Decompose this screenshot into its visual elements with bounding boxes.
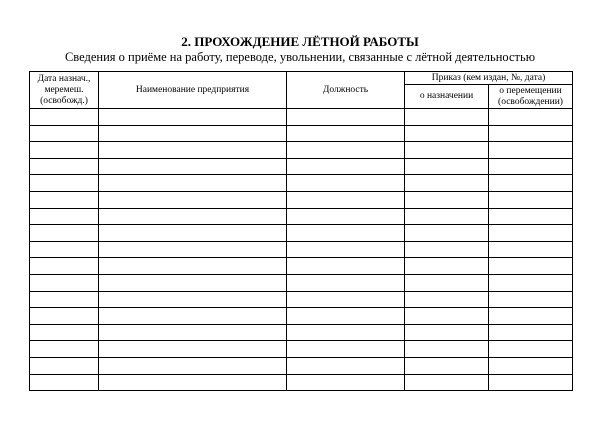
table-cell[interactable]: [99, 191, 287, 208]
table-cell[interactable]: [30, 324, 99, 341]
table-cell[interactable]: [30, 175, 99, 192]
table-cell[interactable]: [405, 125, 489, 142]
table-cell[interactable]: [489, 357, 573, 374]
table-cell[interactable]: [489, 374, 573, 391]
table-row: [30, 324, 573, 341]
table-cell[interactable]: [405, 208, 489, 225]
table-cell[interactable]: [405, 258, 489, 275]
table-cell[interactable]: [405, 374, 489, 391]
table-row: [30, 208, 573, 225]
table-cell[interactable]: [99, 357, 287, 374]
table-cell[interactable]: [30, 142, 99, 159]
table-cell[interactable]: [287, 191, 405, 208]
table-cell[interactable]: [99, 324, 287, 341]
table-cell[interactable]: [489, 175, 573, 192]
table-cell[interactable]: [405, 308, 489, 325]
table-cell[interactable]: [30, 225, 99, 242]
table-cell[interactable]: [287, 357, 405, 374]
table-row: [30, 258, 573, 275]
table-cell[interactable]: [30, 341, 99, 358]
table-row: [30, 225, 573, 242]
table-cell[interactable]: [405, 175, 489, 192]
table-cell[interactable]: [405, 109, 489, 126]
table-cell[interactable]: [489, 225, 573, 242]
table-cell[interactable]: [287, 274, 405, 291]
table-row: [30, 158, 573, 175]
table-cell[interactable]: [287, 158, 405, 175]
table-cell[interactable]: [405, 241, 489, 258]
table-cell[interactable]: [405, 191, 489, 208]
table-row: [30, 241, 573, 258]
table-cell[interactable]: [287, 308, 405, 325]
table-body: [30, 109, 573, 391]
table-cell[interactable]: [30, 191, 99, 208]
table-cell[interactable]: [405, 324, 489, 341]
table-cell[interactable]: [489, 109, 573, 126]
table-cell[interactable]: [30, 291, 99, 308]
page-subtitle: Сведения о приёме на работу, переводе, увольнении, связанные с лётной деятельностью: [64, 50, 536, 64]
table-cell[interactable]: [30, 125, 99, 142]
column-header-date: Дата назнач., меремеш. (освобожд.): [30, 72, 99, 109]
table-cell[interactable]: [405, 274, 489, 291]
table-cell[interactable]: [30, 208, 99, 225]
table-row: [30, 142, 573, 159]
table-cell[interactable]: [99, 175, 287, 192]
table-cell[interactable]: [405, 291, 489, 308]
table-cell[interactable]: [99, 225, 287, 242]
table-cell[interactable]: [489, 291, 573, 308]
table-cell[interactable]: [405, 158, 489, 175]
table-cell[interactable]: [287, 374, 405, 391]
table-cell[interactable]: [489, 241, 573, 258]
table-cell[interactable]: [99, 109, 287, 126]
table-cell[interactable]: [287, 142, 405, 159]
table-cell[interactable]: [99, 258, 287, 275]
table-row: [30, 357, 573, 374]
table-cell[interactable]: [99, 125, 287, 142]
table-cell[interactable]: [405, 341, 489, 358]
table-row: [30, 274, 573, 291]
table-cell[interactable]: [30, 308, 99, 325]
table-row: [30, 291, 573, 308]
table-cell[interactable]: [489, 341, 573, 358]
flight-work-table: [29, 71, 573, 391]
table-cell[interactable]: [287, 258, 405, 275]
table-cell[interactable]: [287, 175, 405, 192]
table-cell[interactable]: [489, 258, 573, 275]
table-row: [30, 109, 573, 126]
column-header-order: Приказ (кем издан, №, дата): [405, 72, 573, 85]
table-cell[interactable]: [30, 357, 99, 374]
column-header-company: Наименование предприятия: [99, 72, 287, 109]
table-cell[interactable]: [287, 109, 405, 126]
table-cell[interactable]: [99, 274, 287, 291]
table-cell[interactable]: [489, 308, 573, 325]
table-row: [30, 374, 573, 391]
table-cell[interactable]: [287, 208, 405, 225]
table-cell[interactable]: [99, 208, 287, 225]
column-header-order-appointment: о назначении: [405, 85, 489, 109]
table-cell[interactable]: [405, 357, 489, 374]
page-title: 2. ПРОХОЖДЕНИЕ ЛЁТНОЙ РАБОТЫ: [181, 34, 419, 49]
table-cell[interactable]: [287, 324, 405, 341]
table-row: [30, 125, 573, 142]
table-cell[interactable]: [489, 274, 573, 291]
table-row: [30, 308, 573, 325]
table-cell[interactable]: [405, 142, 489, 159]
column-header-position: Должность: [287, 72, 405, 109]
table-cell[interactable]: [287, 241, 405, 258]
table-row: [30, 191, 573, 208]
table-cell[interactable]: [30, 274, 99, 291]
table-cell[interactable]: [489, 125, 573, 142]
table-cell[interactable]: [287, 125, 405, 142]
table-cell[interactable]: [287, 225, 405, 242]
table-row: [30, 175, 573, 192]
table-cell[interactable]: [489, 324, 573, 341]
table-cell[interactable]: [99, 341, 287, 358]
table-cell[interactable]: [30, 374, 99, 391]
table-cell[interactable]: [99, 308, 287, 325]
table-cell[interactable]: [489, 208, 573, 225]
table-cell[interactable]: [99, 241, 287, 258]
table-cell[interactable]: [489, 142, 573, 159]
column-header-order-transfer: о перемещении (освобождении): [489, 85, 573, 109]
table-cell[interactable]: [99, 374, 287, 391]
table-cell[interactable]: [489, 191, 573, 208]
table-cell[interactable]: [287, 341, 405, 358]
table-cell[interactable]: [30, 158, 99, 175]
table-cell[interactable]: [99, 142, 287, 159]
table-cell[interactable]: [99, 291, 287, 308]
table-row: [30, 341, 573, 358]
table-cell[interactable]: [30, 109, 99, 126]
table-cell[interactable]: [405, 225, 489, 242]
table-cell[interactable]: [30, 241, 99, 258]
table-cell[interactable]: [30, 258, 99, 275]
table-cell[interactable]: [489, 158, 573, 175]
table-cell[interactable]: [287, 291, 405, 308]
table-cell[interactable]: [99, 158, 287, 175]
